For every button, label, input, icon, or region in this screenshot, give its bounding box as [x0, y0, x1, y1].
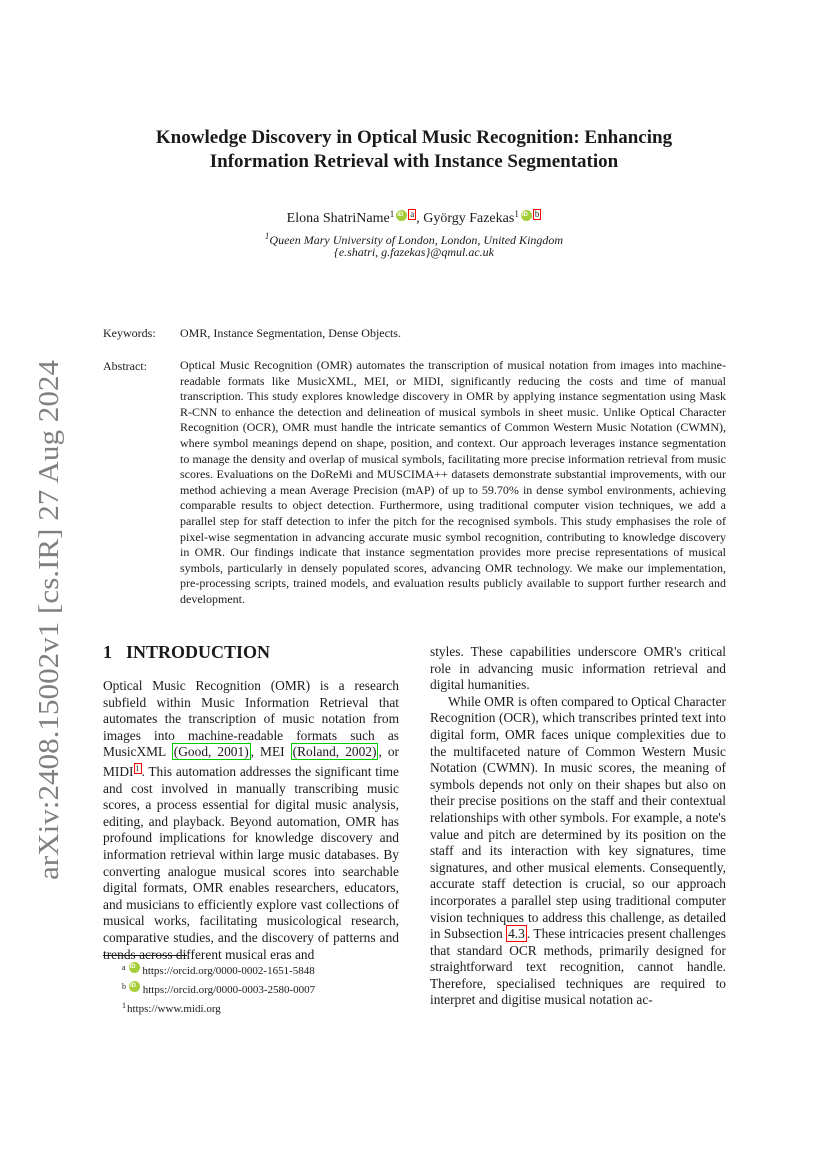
- footnote-b: [122, 979, 315, 998]
- citation-roland-2002[interactable]: (Roland, 2002): [292, 744, 377, 760]
- body-text: . This automation addresses the significant time and cost involved in manually transcribing music scores, a process essential for digital music analysis, editing, and playback. Beyond automation, OMR has profound implications for knowledge discovery and information retrieval within large music databases. By converting analogue musical scores into searchable digital formats, OMR enables researchers, educators, and musicians to efficiently explore vast collections of musical works, facilitating musicological research, comparative studies, and the discovery of patterns and trends across different musical eras and: [103, 763, 399, 962]
- footnote-divider: [103, 955, 187, 956]
- author-2-footnote-link[interactable]: b: [534, 209, 540, 219]
- author-1-name: Elona ShatriName: [286, 211, 390, 226]
- footnote-a-mark: a: [122, 963, 126, 972]
- section-title: INTRODUCTION: [126, 642, 271, 662]
- footnote-1-link[interactable]: 1: [135, 763, 140, 773]
- body-text: . These intricacies present challenges that standard OCR methods, primarily designed for straightforward text recognition, cannot handle. Therefore, specialised techniques are required to interpret and digitise musical notation ac-: [430, 926, 726, 1008]
- footnote-1-url[interactable]: https://www.midi.org: [127, 1003, 221, 1015]
- author-1-footnote-link[interactable]: a: [410, 209, 415, 219]
- affiliation-mark: 1: [264, 231, 270, 241]
- paper-title-line-1: Knowledge Discovery in Optical Music Recognition: Enhancing: [155, 127, 673, 148]
- footnote-b-url[interactable]: https://orcid.org/0000-0003-2580-0007: [142, 984, 316, 996]
- orcid-icon[interactable]: [396, 210, 407, 221]
- section-number: 1: [103, 642, 112, 662]
- abstract-label: Abstract:: [103, 359, 147, 373]
- orcid-icon: [129, 981, 140, 992]
- author-2-affil-mark: 1: [514, 209, 519, 219]
- left-column: [103, 678, 399, 963]
- body-text: Optical Music Recognition (OMR) is a research subfield within Music Information Retrieval that automates the transcription of music notation from images into machine-readable formats such as MusicXML: [103, 678, 399, 760]
- intro-paragraph-2: [430, 694, 726, 1009]
- footnote-a-url[interactable]: https://orcid.org/0000-0002-1651-5848: [142, 965, 315, 977]
- arxiv-watermark: [14, 360, 74, 880]
- author-1-affil-mark: 1: [389, 209, 395, 219]
- right-column: [430, 644, 726, 1009]
- keywords-label: Keywords:: [103, 326, 156, 340]
- affiliation-text: Queen Mary University of London, London, United Kingdom: [269, 233, 564, 247]
- citation-good-2001[interactable]: (Good, 2001): [173, 744, 249, 760]
- orcid-icon: [129, 962, 140, 973]
- section-heading: [103, 641, 270, 663]
- footnote-b-mark: b: [122, 982, 126, 991]
- subsection-ref-4-3[interactable]: 4.3: [508, 926, 525, 942]
- keywords-text: OMR, Instance Segmentation, Dense Objects.: [180, 326, 401, 340]
- body-text: , MEI: [250, 744, 291, 760]
- footnote-1: [122, 998, 315, 1017]
- intro-paragraph-1: [103, 678, 399, 963]
- paper-title: [100, 126, 728, 174]
- author-list: [100, 205, 728, 228]
- author-emails: {e.shatri, g.fazekas}@qmul.ac.uk: [334, 245, 494, 259]
- intro-paragraph-1-continued: styles. These capabilities underscore OMR's critical role in advancing music information retrieval and digital humanities.: [430, 644, 726, 693]
- orcid-icon[interactable]: [521, 210, 532, 221]
- arxiv-watermark-text: arXiv:2408.15002v1 [cs.IR] 27 Aug 2024: [33, 395, 65, 880]
- body-text: , or MIDI: [103, 744, 399, 779]
- abstract-text: Optical Music Recognition (OMR) automates the transcription of musical notation from images into machine-readable formats like MusicXML, MEI, or MIDI, significantly reducing the costs and time of manual transcription. This study explores knowledge discovery in OMR by applying instance segmentation using Mask R-CNN to enhance the detection and delineation of musical symbols in sheet music. Unlike Optical Character Recognition (OCR), OMR must handle the intricate semantics of Common Western Music Notation (CWMN), where symbol meanings depend on shape, position, and context. Our approach leverages instance segmentation to manage the density and overlap of musical symbols, facilitating more precise information retrieval from music scores. Evaluations on the DoReMi and MUSCIMA++ datasets demonstrate substantial improvements, with our method achieving a mean Average Precision (mAP) of up to 59.70% in dense symbol environments, achieving comparable results to object detection. Furthermore, using traditional computer vision techniques, we add a parallel step for staff detection to infer the pitch for the recognised symbols. This study emphasises the role of pixel-wise segmentation in advancing accurate music symbol recognition, contributing to knowledge discovery in OMR. Our findings indicate that instance segmentation provides more precise representations of musical symbols, particularly in densely populated scores, advancing OMR technology. We make our implementation, pre-processing scripts, trained models, and evaluation results publicly available to support further research and development.: [180, 358, 726, 606]
- footnote-a: [122, 960, 315, 979]
- footnotes: [122, 960, 315, 1017]
- paper-title-line-2: Information Retrieval with Instance Segmentation: [209, 151, 619, 172]
- body-text: While OMR is often compared to Optical Character Recognition (OCR), which transcribes printed text into digital form, OMR faces unique complexities due to the multifaceted nature of Common Western Music Notation (CWMN). In music scores, the meaning of symbols depends not only on their shapes but also on their precise positions on the staff and their contextual relationships with other symbols. For example, a note's value and pitch are determined by its position on the staff and its interaction with key signatures, time signatures, and other musical elements. Consequently, accurate staff detection is crucial, so our approach incorporates a parallel step using traditional computer vision techniques to address this challenge, as detailed in Subsection: [430, 693, 726, 942]
- footnote-1-mark: 1: [122, 1001, 126, 1010]
- author-2-name: György Fazekas: [423, 211, 515, 226]
- author-separator: ,: [416, 211, 424, 226]
